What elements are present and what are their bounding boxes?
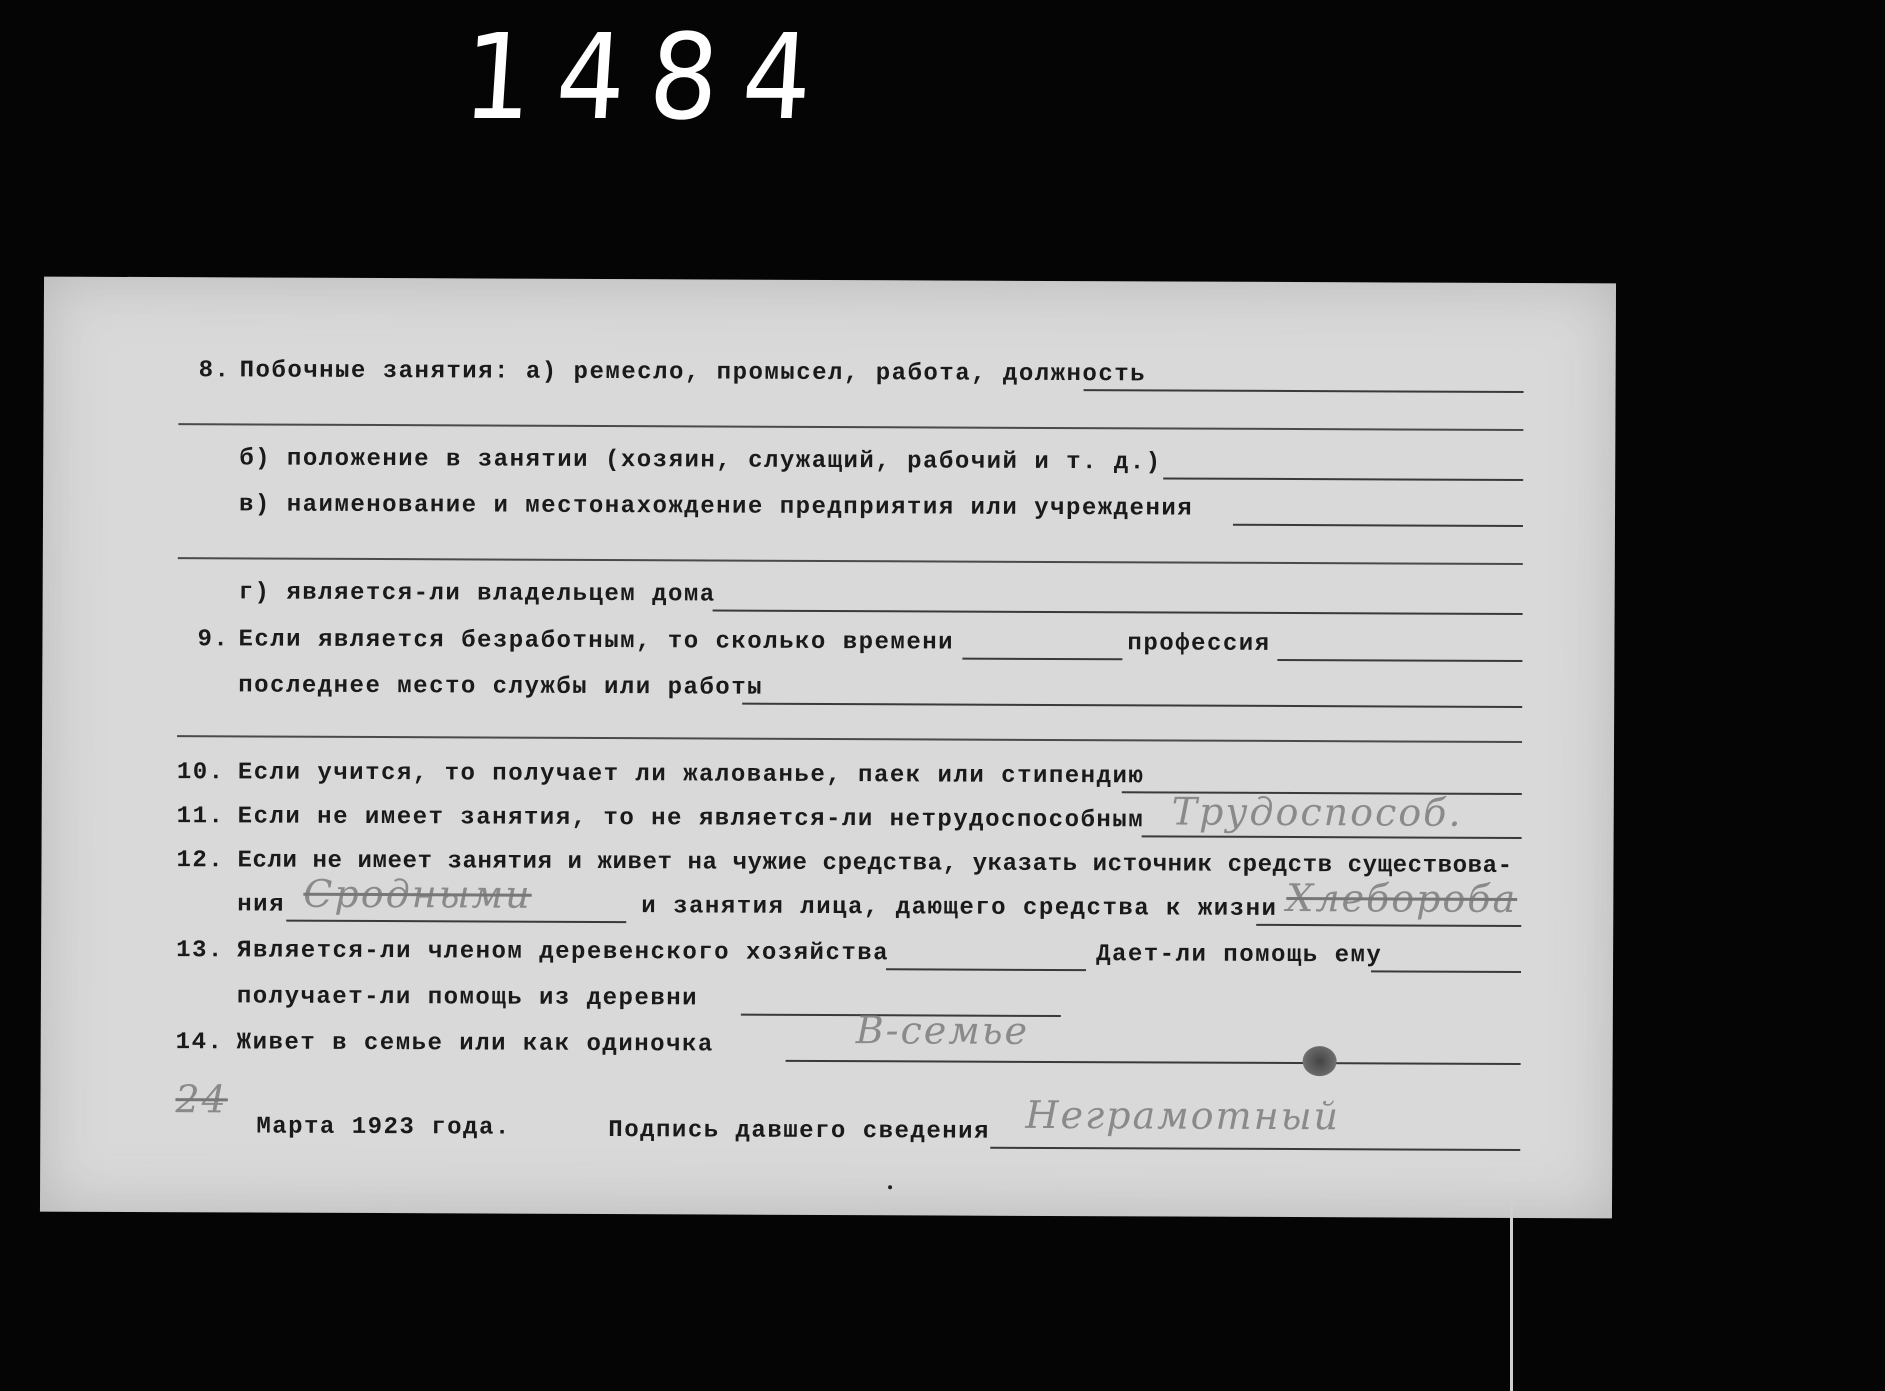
q13-help-label: Дает-ли помощь ему bbox=[1096, 941, 1383, 970]
ink-blot bbox=[1303, 1046, 1337, 1076]
q13-number: 13. bbox=[176, 937, 224, 965]
q9-duration-line bbox=[962, 658, 1122, 661]
q9-last-place-line bbox=[742, 703, 1522, 708]
q12-provider-line bbox=[1256, 924, 1521, 927]
signature-label: Подпись давшего сведения bbox=[608, 1117, 991, 1146]
q9-profession-label: профессия bbox=[1127, 630, 1271, 658]
paper-speck bbox=[888, 1185, 892, 1189]
q12-number: 12. bbox=[176, 847, 225, 875]
questionnaire-card bbox=[40, 277, 1616, 1219]
q9-number: 9. bbox=[197, 626, 230, 654]
frame-number: 1484 bbox=[459, 8, 840, 146]
q11-handwritten-answer: Трудоспособ. bbox=[1171, 789, 1463, 835]
film-scratch bbox=[1510, 1200, 1513, 1391]
q8b-answer-line bbox=[1163, 477, 1523, 481]
q12-handwritten-source: Сродными bbox=[303, 871, 532, 917]
q8-label: Побочные занятия: а) ремесло, промысел, работа, должность bbox=[239, 357, 1147, 389]
q10-number: 10. bbox=[176, 759, 225, 787]
q9-profession-line bbox=[1277, 659, 1522, 662]
q8v-label: в) наименование и местонахождение предприятия или учреждения bbox=[238, 491, 1194, 523]
q8v-continuation-line bbox=[178, 557, 1523, 565]
q8g-answer-line bbox=[713, 609, 1523, 615]
q14-handwritten-answer: В-семье bbox=[855, 1008, 1030, 1053]
q12-source-line bbox=[286, 920, 626, 923]
q12-mid-label: и занятия лица, дающего средства к жизни bbox=[641, 893, 1278, 923]
q8v-answer-line bbox=[1233, 524, 1523, 527]
q9-last-place-label: последнее место службы или работы bbox=[238, 672, 764, 702]
q14-label: Живет в семье или как одиночка bbox=[236, 1029, 714, 1059]
q13-member-line bbox=[886, 968, 1086, 971]
q12-handwritten-provider: Хлебороба bbox=[1286, 876, 1518, 922]
q9-label: Если является безработным, то сколько времени bbox=[238, 626, 955, 657]
q12-label: Если не имеет занятия и живет на чужие средства, указать источник средств существова- bbox=[237, 847, 1513, 880]
q11-label: Если не имеет занятия, то не является-ли нетрудоспособным bbox=[237, 803, 1145, 835]
q14-answer-line bbox=[786, 1060, 1521, 1065]
q13-receives-label: получает-ли помощь из деревни bbox=[236, 983, 699, 1013]
q8-continuation-line bbox=[178, 423, 1523, 431]
q9-continuation-line bbox=[177, 735, 1522, 743]
q13-help-line bbox=[1371, 970, 1521, 973]
q11-answer-line bbox=[1142, 835, 1522, 839]
q8-answer-line bbox=[1084, 389, 1524, 393]
q10-label: Если учится, то получает ли жалованье, паек или стипендию bbox=[237, 759, 1145, 791]
q8b-label: б) положение в занятии (хозяин, служащий, рабочий и т. д.) bbox=[239, 445, 1162, 477]
q8g-label: г) является-ли владельцем дома bbox=[238, 579, 716, 609]
signature-line bbox=[990, 1147, 1520, 1151]
q14-number: 14. bbox=[175, 1029, 224, 1057]
q13-label: Является-ли членом деревенского хозяйства bbox=[237, 937, 890, 968]
q8-number: 8. bbox=[198, 357, 231, 385]
handwritten-signature: Неграмотный bbox=[1025, 1092, 1341, 1139]
q12-label-cont: ния bbox=[237, 891, 286, 919]
q11-number: 11. bbox=[176, 803, 225, 831]
footer-date: Марта 1923 года. bbox=[256, 1113, 511, 1142]
footer-day: 24 bbox=[175, 1077, 228, 1122]
